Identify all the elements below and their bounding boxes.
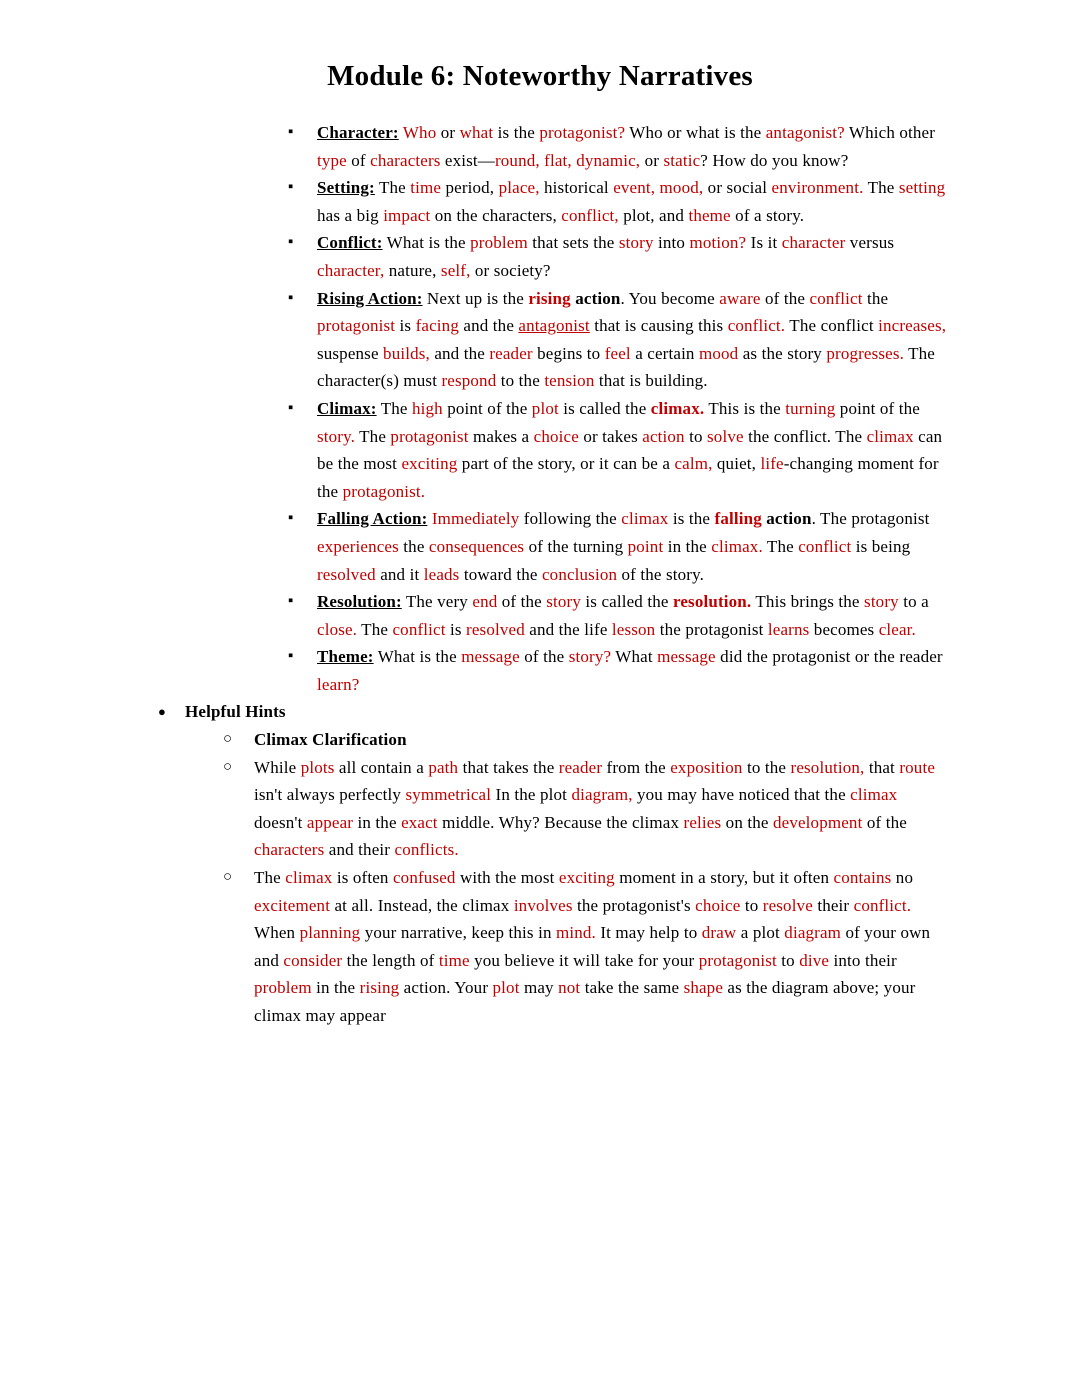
- text-segment: with the most: [455, 868, 559, 888]
- text-segment: The: [254, 868, 286, 888]
- text-segment: into their: [829, 950, 897, 970]
- list-item-text: [317, 229, 950, 284]
- text-segment: resolved: [466, 619, 525, 639]
- text-segment: Theme:: [317, 647, 374, 667]
- text-segment: rising: [528, 288, 571, 308]
- text-segment: your narrative, keep this in: [360, 923, 556, 943]
- text-segment: mood: [699, 343, 739, 363]
- text-segment: the: [862, 288, 889, 308]
- text-segment: The: [355, 426, 391, 446]
- text-segment: lesson: [611, 619, 656, 639]
- text-segment: take the same: [580, 978, 684, 998]
- text-segment: -changing moment for the: [317, 454, 939, 501]
- text-segment: to: [740, 895, 763, 915]
- text-segment: symmetrical: [405, 785, 492, 805]
- text-segment: on the: [721, 812, 773, 832]
- text-segment: is being: [851, 536, 911, 556]
- text-segment: antagonist: [518, 316, 590, 336]
- text-segment: conflicts.: [394, 840, 459, 860]
- list-item-text: [317, 174, 950, 229]
- text-segment: you may have noticed that the: [632, 785, 851, 805]
- text-segment: Immediately: [431, 509, 520, 529]
- text-segment: their: [812, 895, 854, 915]
- text-segment: makes a: [468, 426, 534, 446]
- text-segment: of a story.: [730, 205, 805, 225]
- text-segment: message: [461, 647, 520, 667]
- text-segment: to: [684, 426, 708, 446]
- list-item-conflict: [288, 229, 950, 284]
- text-segment: calm,: [674, 454, 713, 474]
- text-segment: that takes the: [458, 757, 559, 777]
- text-segment: or social: [703, 178, 772, 198]
- text-segment: Which other: [844, 123, 936, 142]
- text-segment: or: [436, 123, 460, 142]
- text-segment: relies: [683, 812, 722, 832]
- text-segment: character,: [317, 260, 385, 280]
- text-segment: versus: [845, 233, 895, 253]
- text-segment: resolution,: [790, 757, 865, 777]
- text-segment: The very: [401, 592, 473, 612]
- text-segment: action. Your: [399, 978, 493, 998]
- list-item-climax: [288, 395, 950, 505]
- text-segment: clear.: [878, 619, 916, 639]
- text-segment: on the characters,: [430, 205, 562, 225]
- text-segment: exciting: [558, 868, 615, 888]
- text-segment: is: [445, 619, 467, 639]
- text-segment: did the protagonist or the reader: [715, 647, 943, 667]
- text-segment: appear: [306, 812, 354, 832]
- text-segment: This brings the: [751, 592, 865, 612]
- text-segment: exact: [401, 812, 438, 832]
- text-segment: involves: [513, 895, 573, 915]
- text-segment: exist—: [440, 150, 495, 170]
- helpful-hints-sublist: [0, 726, 1080, 1030]
- text-segment: of the: [519, 647, 569, 667]
- text-segment: or: [640, 150, 664, 170]
- text-segment: setting: [898, 178, 946, 198]
- text-segment: reader: [489, 343, 533, 363]
- list-item-text: [317, 285, 950, 395]
- text-segment: close.: [317, 619, 358, 639]
- text-segment: middle. Why? Because the climax: [437, 812, 684, 832]
- text-segment: environment.: [771, 178, 864, 198]
- text-segment: builds,: [383, 343, 430, 363]
- text-segment: story.: [317, 426, 356, 446]
- text-segment: The: [863, 178, 899, 198]
- list-item-falling-action: [288, 505, 950, 588]
- text-segment: Climax Clarification: [254, 730, 407, 750]
- text-segment: and the life: [524, 619, 612, 639]
- text-segment: ? How do you know?: [700, 150, 849, 170]
- text-segment: high: [411, 398, 443, 418]
- list-item-resolution: [288, 588, 950, 643]
- list-item-setting: [288, 174, 950, 229]
- text-segment: event, mood,: [613, 178, 704, 198]
- text-segment: or society?: [470, 260, 551, 280]
- text-segment: leads: [423, 564, 460, 584]
- text-segment: begins to: [532, 343, 605, 363]
- text-segment: is called the: [581, 592, 673, 612]
- text-segment: In the plot: [491, 785, 572, 805]
- text-segment: feel: [604, 343, 631, 363]
- text-segment: moment in a story, but it often: [614, 868, 834, 888]
- text-segment: nature,: [384, 260, 441, 280]
- text-segment: Character:: [317, 123, 399, 142]
- text-segment: characters: [370, 150, 441, 170]
- text-segment: doesn't: [254, 812, 307, 832]
- text-segment: historical: [539, 178, 614, 198]
- text-segment: life: [760, 454, 784, 474]
- text-segment: When: [254, 923, 300, 943]
- text-segment: action: [766, 509, 812, 529]
- text-segment: all contain a: [334, 757, 429, 777]
- text-segment: is: [395, 316, 416, 336]
- square-bullet-icon: ▪: [288, 399, 294, 416]
- text-segment: of the story.: [617, 564, 705, 584]
- text-segment: increases,: [878, 316, 947, 336]
- text-segment: conflict: [798, 536, 852, 556]
- text-segment: at all. Instead, the climax: [330, 895, 514, 915]
- circle-bullet-icon: ○: [223, 869, 233, 886]
- text-segment: consider: [283, 950, 343, 970]
- list-item-helpful-hints: [158, 698, 950, 726]
- text-segment: conflict: [392, 619, 446, 639]
- text-segment: The: [762, 536, 799, 556]
- text-segment: learns: [767, 619, 810, 639]
- text-segment: suspense: [317, 343, 384, 363]
- text-segment: Conflict:: [317, 233, 383, 253]
- text-segment: resolve: [762, 895, 813, 915]
- text-segment: in the: [663, 536, 712, 556]
- circle-bullet-icon: ○: [223, 731, 233, 748]
- text-segment: the conflict. The: [743, 426, 867, 446]
- text-segment: development: [772, 812, 863, 832]
- text-segment: plot, and: [618, 205, 689, 225]
- text-segment: draw: [701, 923, 737, 943]
- text-segment: motion?: [689, 233, 747, 253]
- square-bullet-icon: ▪: [288, 510, 294, 527]
- text-segment: Falling Action:: [317, 509, 428, 529]
- text-segment: It may help to: [595, 923, 702, 943]
- square-bullet-icon: ▪: [288, 124, 294, 140]
- text-segment: experiences: [317, 536, 399, 556]
- text-segment: of: [346, 150, 371, 170]
- text-segment: theme: [688, 205, 731, 225]
- text-segment: action: [575, 288, 621, 308]
- text-segment: mind.: [556, 923, 596, 943]
- text-segment: characters: [254, 840, 325, 860]
- text-segment: becomes: [809, 619, 879, 639]
- text-segment: not: [558, 978, 581, 998]
- square-bullet-icon: ▪: [288, 234, 294, 251]
- list-item-climax-confusion: [223, 864, 950, 1030]
- text-segment: Is it: [746, 233, 782, 253]
- text-segment: is called the: [558, 398, 651, 418]
- text-segment: Who: [402, 123, 437, 142]
- text-segment: choice: [533, 426, 579, 446]
- text-segment: path: [428, 757, 459, 777]
- text-segment: conflict.: [853, 895, 912, 915]
- text-segment: plots: [300, 757, 335, 777]
- text-segment: falling: [714, 509, 762, 529]
- text-segment: toward the: [459, 564, 542, 584]
- text-segment: problem: [254, 978, 312, 998]
- text-segment: aware: [719, 288, 761, 308]
- text-segment: The: [357, 619, 393, 639]
- text-segment: story: [546, 592, 582, 612]
- text-segment: tension: [544, 371, 595, 391]
- text-segment: you believe it will take for your: [469, 950, 699, 970]
- text-segment: the protagonist's: [572, 895, 696, 915]
- text-segment: Next up is the: [422, 288, 529, 308]
- text-segment: . You become: [620, 288, 720, 308]
- text-segment: quiet,: [712, 454, 761, 474]
- text-segment: to: [776, 950, 800, 970]
- text-segment: confused: [392, 868, 456, 888]
- text-segment: that is causing this: [589, 316, 728, 336]
- text-segment: facing: [415, 316, 459, 336]
- list-item-text: [254, 726, 950, 754]
- text-segment: round, flat, dynamic,: [494, 150, 641, 170]
- text-segment: to the: [742, 757, 791, 777]
- text-segment: place,: [498, 178, 540, 198]
- text-segment: part of the story, or it can be a: [457, 454, 675, 474]
- text-segment: consequences: [428, 536, 525, 556]
- text-segment: plot: [531, 398, 559, 418]
- list-item-text: [317, 588, 950, 643]
- text-segment: rising: [359, 978, 400, 998]
- text-segment: choice: [695, 895, 741, 915]
- text-segment: is often: [332, 868, 393, 888]
- list-item-text: [317, 395, 950, 505]
- text-segment: in the: [311, 978, 360, 998]
- text-segment: that is building.: [594, 371, 708, 391]
- text-segment: climax: [850, 785, 898, 805]
- text-segment: character: [781, 233, 846, 253]
- text-segment: that: [864, 757, 900, 777]
- text-segment: isn't always perfectly: [254, 785, 406, 805]
- list-item-rising-action: [288, 285, 950, 395]
- text-segment: of your own and: [254, 923, 931, 970]
- list-item-text: [254, 754, 950, 864]
- list-item-plot-path: [223, 754, 950, 864]
- text-segment: exciting: [401, 454, 458, 474]
- text-segment: story?: [568, 647, 612, 667]
- text-segment: end: [472, 592, 498, 612]
- text-segment: Setting:: [317, 178, 375, 198]
- text-segment: as the diagram above; your climax may appear: [254, 978, 916, 1025]
- text-segment: impact: [383, 205, 431, 225]
- text-segment: and their: [324, 840, 395, 860]
- text-segment: reader: [558, 757, 603, 777]
- text-segment: and the: [429, 343, 490, 363]
- text-segment: The character(s) must: [317, 343, 936, 391]
- text-segment: following the: [519, 509, 622, 529]
- text-segment: the: [398, 536, 429, 556]
- text-segment: point of the: [442, 398, 532, 418]
- text-segment: that sets the: [527, 233, 619, 253]
- text-segment: as the story: [738, 343, 827, 363]
- text-segment: climax.: [650, 398, 705, 418]
- text-segment: to the: [496, 371, 545, 391]
- text-segment: and the: [459, 316, 519, 336]
- text-segment: exposition: [670, 757, 743, 777]
- text-segment: type: [317, 150, 347, 170]
- text-segment: Who or what is the: [625, 123, 766, 142]
- text-segment: diagram: [784, 923, 842, 943]
- text-segment: Rising Action:: [317, 288, 423, 308]
- text-segment: dive: [799, 950, 830, 970]
- text-segment: Resolution:: [317, 592, 402, 612]
- list-item-text: [254, 864, 950, 1030]
- text-segment: Helpful Hints: [185, 702, 286, 722]
- text-segment: what: [459, 123, 494, 142]
- text-segment: contains: [833, 868, 892, 888]
- list-item-climax-clarification: [223, 726, 950, 754]
- text-segment: of the: [497, 592, 547, 612]
- text-segment: climax.: [711, 536, 763, 556]
- text-segment: solve: [707, 426, 744, 446]
- list-item-text: [317, 119, 950, 174]
- text-segment: conflict: [809, 288, 863, 308]
- text-segment: climax: [285, 868, 333, 888]
- text-segment: action: [642, 426, 685, 446]
- text-segment: turning: [785, 398, 836, 418]
- text-segment: diagram,: [571, 785, 633, 805]
- square-bullet-icon: ▪: [288, 648, 294, 665]
- disc-bullet-icon: ●: [158, 704, 167, 720]
- list-item-text: [317, 505, 950, 588]
- text-segment: This is the: [704, 398, 786, 418]
- text-segment: from the: [602, 757, 671, 777]
- text-segment: of the: [760, 288, 810, 308]
- text-segment: resolution.: [672, 592, 752, 612]
- text-segment: planning: [299, 923, 361, 943]
- text-segment: point: [627, 536, 664, 556]
- plot-elements-list: [0, 119, 1080, 698]
- text-segment: self,: [440, 260, 471, 280]
- text-segment: can be the most: [317, 426, 943, 474]
- text-segment: protagonist: [317, 316, 396, 336]
- text-segment: . The protagonist: [811, 509, 930, 529]
- text-segment: The: [376, 398, 412, 418]
- text-segment: conflict.: [727, 316, 786, 336]
- text-segment: the length of: [342, 950, 439, 970]
- circle-bullet-icon: ○: [223, 758, 233, 775]
- text-segment: message: [657, 647, 716, 667]
- text-segment: protagonist?: [539, 123, 626, 142]
- text-segment: of the: [862, 812, 907, 832]
- text-segment: or takes: [578, 426, 643, 446]
- text-segment: in the: [353, 812, 402, 832]
- text-segment: climax: [866, 426, 914, 446]
- text-segment: problem: [470, 233, 528, 253]
- text-segment: route: [899, 757, 936, 777]
- text-segment: may: [519, 978, 559, 998]
- text-segment: to a: [898, 592, 929, 612]
- text-segment: the protagonist: [655, 619, 768, 639]
- text-segment: resolved: [317, 564, 376, 584]
- text-segment: learn?: [317, 674, 360, 694]
- list-item-text: [185, 698, 950, 726]
- text-segment: What: [611, 647, 658, 667]
- list-item-text: [317, 643, 950, 698]
- text-segment: What is the: [373, 647, 462, 667]
- text-segment: period,: [441, 178, 499, 198]
- page-title: Module 6: Noteworthy Narratives: [327, 60, 753, 92]
- helpful-hints-list: [0, 698, 1080, 726]
- text-segment: of the turning: [524, 536, 628, 556]
- square-bullet-icon: ▪: [288, 179, 294, 196]
- text-segment: story: [864, 592, 899, 612]
- text-segment: has a big: [317, 205, 384, 225]
- text-segment: respond: [441, 371, 497, 391]
- text-segment: climax: [621, 509, 669, 529]
- text-segment: The: [374, 178, 411, 198]
- text-segment: What is the: [382, 233, 471, 253]
- text-segment: a plot: [736, 923, 785, 943]
- text-segment: no: [891, 868, 914, 888]
- text-segment: While: [254, 757, 301, 777]
- text-segment: and it: [375, 564, 424, 584]
- text-segment: point of the: [835, 398, 920, 418]
- text-segment: protagonist: [698, 950, 777, 970]
- text-segment: is the: [493, 123, 540, 142]
- text-segment: conclusion: [541, 564, 618, 584]
- text-segment: Climax:: [317, 398, 377, 418]
- text-segment: story: [618, 233, 654, 253]
- square-bullet-icon: ▪: [288, 593, 294, 610]
- text-segment: antagonist?: [765, 123, 845, 142]
- text-segment: shape: [683, 978, 724, 998]
- text-segment: conflict,: [561, 205, 619, 225]
- text-segment: protagonist: [390, 426, 469, 446]
- text-segment: progresses.: [826, 343, 905, 363]
- text-segment: excitement: [254, 895, 331, 915]
- text-segment: static: [663, 150, 701, 170]
- square-bullet-icon: ▪: [288, 289, 294, 306]
- text-segment: is the: [668, 509, 715, 529]
- text-segment: a certain: [630, 343, 699, 363]
- text-segment: time: [438, 950, 470, 970]
- text-segment: plot: [492, 978, 520, 998]
- text-segment: time: [410, 178, 442, 198]
- list-item-character: [288, 119, 950, 174]
- list-item-theme: [288, 643, 950, 698]
- text-segment: The conflict: [785, 316, 879, 336]
- text-segment: into: [653, 233, 690, 253]
- text-segment: protagonist.: [342, 481, 426, 501]
